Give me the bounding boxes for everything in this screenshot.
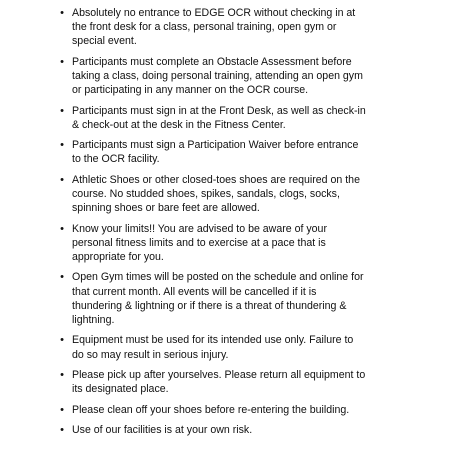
rule-text-line: Equipment must be used for its intended use only. Failure to	[72, 334, 354, 347]
rule-text-line: or participating in any manner on the OCR course.	[72, 84, 309, 97]
bullet-icon: •	[60, 55, 64, 68]
rule-text-line: & check-out at the desk in the Fitness Center.	[72, 118, 286, 131]
bullet-icon: •	[60, 403, 64, 416]
rule-text-line: Participants must sign a Participation Waiver before entrance	[72, 139, 359, 152]
rule-text-line: to the OCR facility.	[72, 153, 160, 166]
bullet-icon: •	[60, 104, 64, 117]
rule-item	[58, 423, 432, 437]
bullet-icon: •	[60, 139, 64, 152]
rule-text-line: Know your limits!! You are advised to be aware of your	[72, 222, 327, 235]
rule-text-line: Absolutely no entrance to EDGE OCR without checking in at	[72, 7, 356, 19]
rule-item	[58, 333, 432, 361]
rules-list	[58, 6, 432, 437]
rule-text-line: personal fitness limits and to exercise at a pace that is	[72, 236, 326, 249]
bullet-icon: •	[60, 423, 64, 436]
rule-item	[58, 55, 432, 98]
rule-text-line: the front desk for a class, personal training, open gym or	[72, 21, 337, 34]
rule-text-line: course. No studded shoes, spikes, sandals, clogs, socks,	[72, 187, 340, 200]
rule-text-line: appropriate for you.	[72, 250, 164, 263]
bullet-icon: •	[60, 334, 64, 347]
rule-text-line: Participants must sign in at the Front Desk, as well as check-in	[72, 104, 366, 117]
bullet-icon: •	[60, 271, 64, 284]
rule-item	[58, 173, 432, 216]
rule-text-line: that current month. All events will be cancelled if it is	[72, 285, 317, 298]
rule-text-line: do so may result in serious injury.	[72, 348, 229, 361]
rule-text-line: Athletic Shoes or other closed-toes shoes are required on the	[72, 173, 360, 186]
rule-item	[58, 104, 432, 132]
rule-text-line: thundering & lightning or if there is a threat of thundering &	[72, 299, 347, 312]
rule-item	[58, 138, 432, 166]
rule-text-line: Participants must complete an Obstacle Assessment before	[72, 55, 352, 68]
rule-item	[58, 368, 432, 396]
rule-item	[58, 6, 432, 49]
bullet-icon: •	[60, 222, 64, 235]
rule-text-line: its designated place.	[72, 383, 169, 396]
rule-text-line: special event.	[72, 35, 137, 48]
rule-text-line: Please clean off your shoes before re-entering the building.	[72, 403, 350, 416]
rule-text-line: spinning shoes or bare feet are allowed.	[72, 202, 260, 215]
rule-item	[58, 270, 432, 327]
rule-text-line: Open Gym times will be posted on the schedule and online for	[72, 271, 364, 284]
rule-text-line: Use of our facilities is at your own risk.	[72, 423, 253, 436]
rule-text-line: Please pick up after yourselves. Please return all equipment to	[72, 368, 366, 381]
bullet-icon: •	[60, 368, 64, 381]
rule-item	[58, 222, 432, 265]
rule-text-line: taking a class, doing personal training, attending an open gym	[72, 70, 363, 82]
bullet-icon: •	[60, 173, 64, 186]
rule-text-line: lightning.	[72, 313, 115, 326]
bullet-icon: •	[60, 7, 64, 19]
rule-item	[58, 403, 432, 417]
